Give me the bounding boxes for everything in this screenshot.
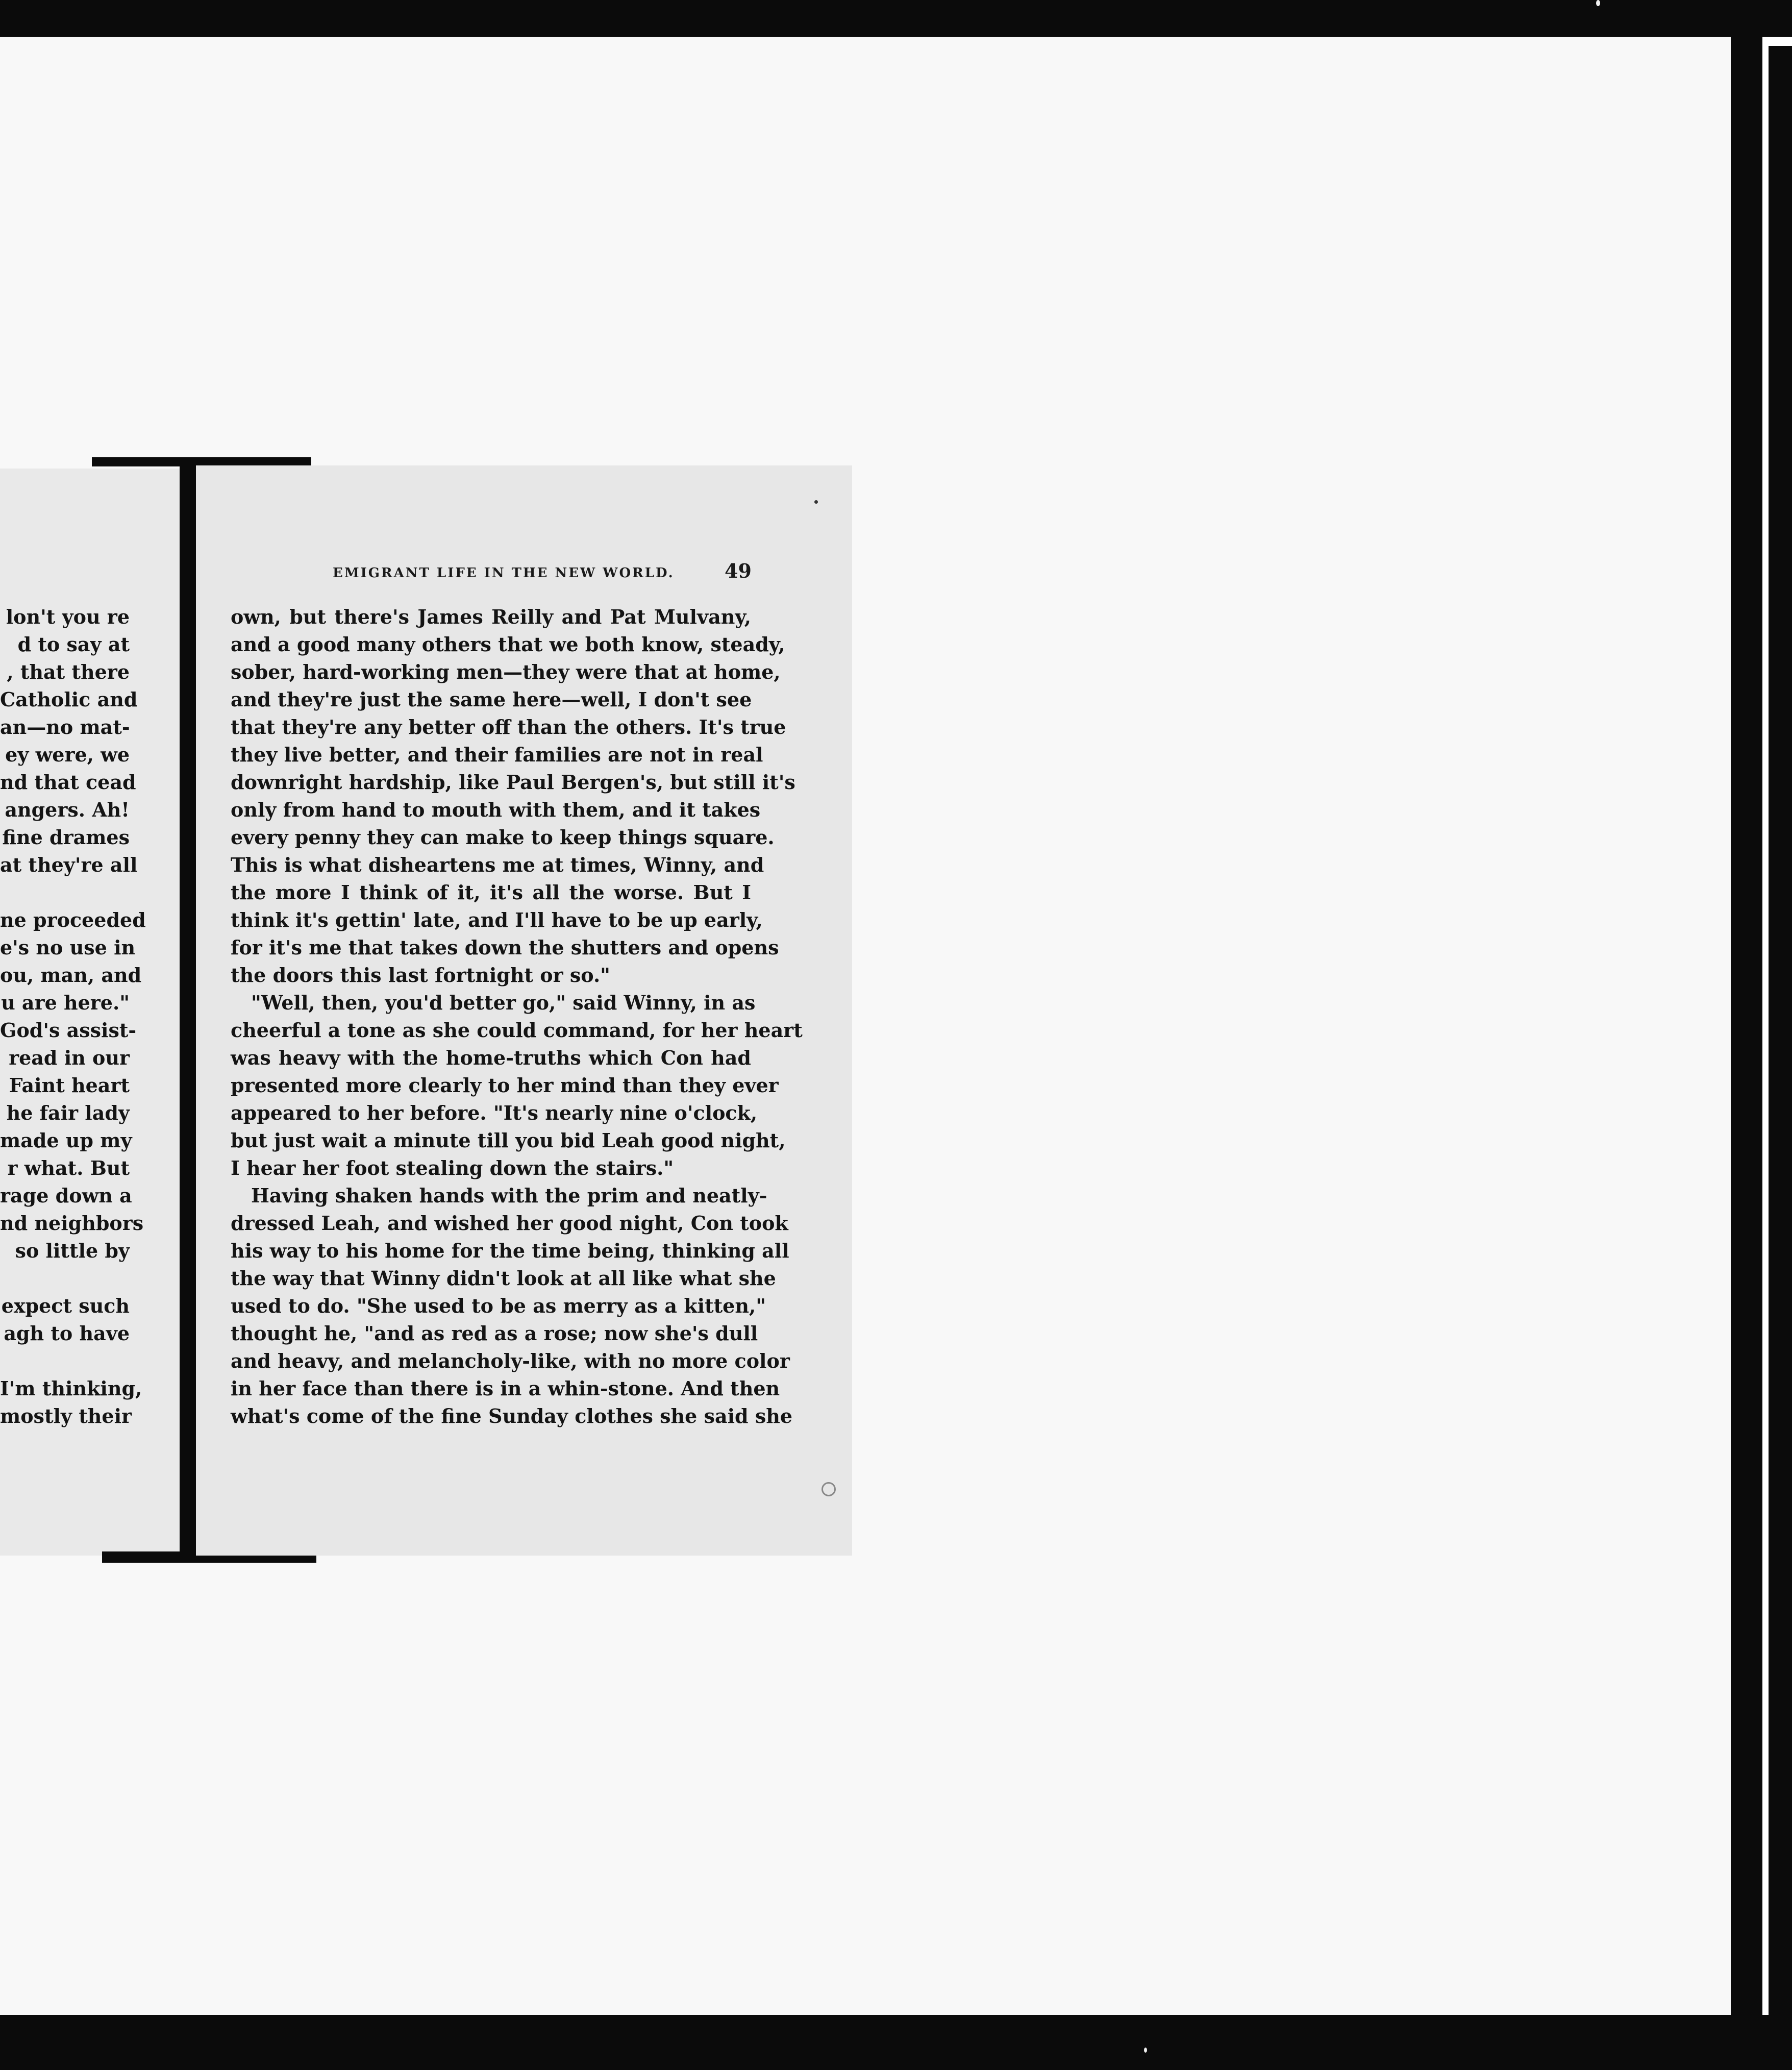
left-line: u are here."	[1, 991, 130, 1014]
left-line: he fair lady	[6, 1101, 130, 1124]
left-line: Catholic and	[0, 688, 138, 711]
right-page-text	[231, 603, 803, 1445]
frame-right-bar	[1731, 31, 1762, 2021]
left-line	[0, 1265, 130, 1292]
left-line: read in our	[9, 1046, 130, 1069]
right-line: was heavy with the home-truths which Con had	[231, 1046, 751, 1069]
right-line: the way that Winny didn't look at all like what she	[231, 1267, 776, 1290]
right-line: that they're any better off than the others. It's true	[231, 716, 786, 738]
left-line: ey were, we	[5, 743, 130, 766]
right-line: and a good many others that we both know, steady,	[231, 633, 785, 656]
running-header: EMIGRANT LIFE IN THE NEW WORLD.	[333, 565, 675, 581]
right-line: what's come of the fine Sunday clothes she said she	[231, 1404, 793, 1427]
right-line: the more I think of it, it's all the worse. But I	[231, 881, 751, 904]
left-line: d to say at	[17, 633, 130, 656]
scan-speck	[1144, 2048, 1147, 2053]
left-line: so little by	[15, 1239, 130, 1262]
right-line: think it's gettin' late, and I'll have to be up early,	[231, 908, 763, 931]
left-line: ou, man, and	[0, 964, 142, 987]
left-line: r what. But	[7, 1156, 130, 1179]
left-line	[0, 879, 130, 906]
left-line: , that there	[7, 660, 130, 683]
right-line: This is what disheartens me at times, Winny, and	[231, 853, 764, 876]
right-line: but just wait a minute till you bid Leah good night,	[231, 1129, 786, 1152]
right-line: cheerful a tone as she could command, for her heart	[231, 1019, 803, 1042]
frame-top-bar	[0, 0, 1792, 37]
right-line: thought he, "and as red as a rose; now she's dull	[231, 1322, 758, 1345]
right-line: presented more clearly to her mind than they ever	[231, 1074, 779, 1097]
left-line: lon't you re	[6, 605, 130, 628]
book-spine	[180, 459, 196, 1557]
left-line: ne proceeded	[0, 908, 146, 931]
left-line: Faint heart	[9, 1074, 130, 1097]
page-number: 49	[725, 559, 752, 582]
left-line: angers. Ah!	[5, 798, 130, 821]
scan-speck	[814, 500, 818, 504]
right-line: in her face than there is in a whin-stone. And then	[231, 1377, 780, 1400]
right-line: and they're just the same here—well, I don't see	[231, 688, 752, 711]
right-line: Having shaken hands with the prim and neatly-	[251, 1184, 767, 1207]
right-line: used to do. "She used to be as merry as a kitten,"	[231, 1294, 766, 1317]
left-line: I'm thinking,	[0, 1377, 142, 1400]
left-line: at they're all	[0, 853, 138, 876]
left-line: fine drames	[2, 826, 130, 849]
right-line: sober, hard-working men—they were that at home,	[231, 660, 781, 683]
right-line: I hear her foot stealing down the stairs."	[231, 1156, 674, 1179]
right-line: dressed Leah, and wished her good night, Con took	[231, 1212, 788, 1235]
right-line: the doors this last fortnight or so."	[231, 964, 610, 987]
frame-right-edge	[1769, 46, 1792, 2016]
left-line: mostly their	[0, 1404, 132, 1427]
left-line: nd that cead	[0, 771, 136, 794]
right-line: they live better, and their families are not in real	[231, 743, 763, 766]
frame-bottom-bar	[0, 2015, 1792, 2070]
left-line: nd neighbors	[0, 1212, 144, 1235]
right-line: "Well, then, you'd better go," said Winny, in as	[251, 991, 756, 1014]
left-line: rage down a	[0, 1184, 132, 1207]
right-line: own, but there's James Reilly and Pat Mulvany,	[231, 605, 751, 628]
right-line: every penny they can make to keep things square.	[231, 826, 775, 849]
left-line: expect such	[1, 1294, 130, 1317]
left-line: e's no use in	[0, 936, 136, 959]
right-line: downright hardship, like Paul Bergen's, but still it's	[231, 771, 795, 794]
left-line	[0, 1347, 130, 1375]
right-line: for it's me that takes down the shutters and opens	[231, 936, 779, 959]
right-line: appeared to her before. "It's nearly nine o'clock,	[231, 1101, 758, 1124]
scan-speck	[822, 1482, 836, 1496]
left-line: made up my	[0, 1129, 132, 1152]
left-line: God's assist-	[0, 1019, 137, 1042]
scan-speck	[1596, 0, 1600, 6]
right-line: only from hand to mouth with them, and it takes	[231, 798, 761, 821]
right-line: and heavy, and melancholy-like, with no more color	[231, 1349, 790, 1372]
left-page-text	[0, 603, 146, 1445]
right-line: his way to his home for the time being, thinking all	[231, 1239, 789, 1262]
left-line: an—no mat-	[0, 716, 130, 738]
left-line: agh to have	[4, 1322, 130, 1345]
